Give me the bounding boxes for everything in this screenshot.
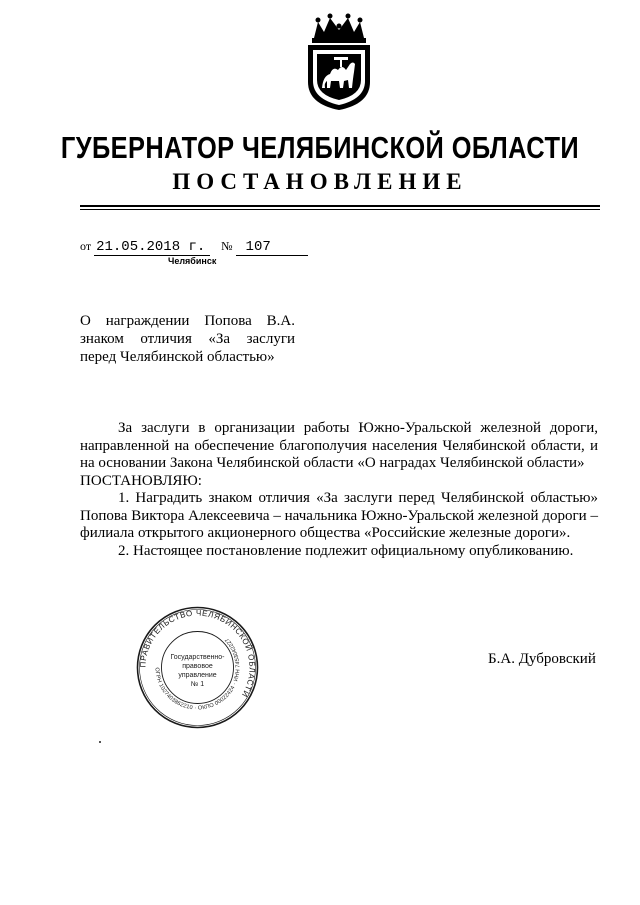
number-sign: № bbox=[221, 239, 233, 253]
seal-codes-text: ОГРН 1027403862210 · ОКПО 00022424 · ИНН 7453042227 bbox=[153, 636, 242, 712]
seal-inner-line-1: Государственно- bbox=[170, 654, 225, 661]
document-body bbox=[80, 420, 598, 560]
seal-inner-line-3: управление bbox=[178, 672, 217, 679]
resolution-item-1: 1. Наградить знаком отличия «За заслуги перед Челябинской областью» Попова Виктора Алексеевича – начальника Южно-Уральской железной дороги – филиала открытого акционерного общества «Российские железные дороги». bbox=[80, 490, 598, 541]
document-type-heading: ПОСТАНОВЛЕНИЕ bbox=[172, 169, 468, 194]
governor-title: ГУБЕРНАТОР ЧЕЛЯБИНСКОЙ ОБЛАСТИ bbox=[60, 130, 580, 165]
document-subject: О награждении Попова В.А. знаком отличия «За заслуги перед Челябинской областью» bbox=[80, 313, 295, 365]
seal-inner-line-2: правовое bbox=[182, 663, 213, 670]
document-date: 21.05.2018 г. bbox=[94, 239, 210, 256]
signatory-name: Б.А. Дубровский bbox=[488, 651, 596, 667]
seal-inner-line-4: № 1 bbox=[190, 681, 205, 688]
scan-dot bbox=[99, 741, 101, 743]
document-number: 107 bbox=[236, 239, 308, 256]
resolve-heading: ПОСТАНОВЛЯЮ: bbox=[80, 472, 202, 489]
date-number-line bbox=[80, 239, 308, 256]
resolution-item-2: 2. Настоящее постановление подлежит официальному опубликованию. bbox=[118, 542, 574, 559]
coat-of-arms-icon bbox=[300, 12, 378, 112]
seal-outer-text: ПРАВИТЕЛЬСТВО ЧЕЛЯБИНСКОЙ ОБЛАСТИ bbox=[138, 608, 257, 699]
official-seal bbox=[135, 605, 260, 730]
preamble-paragraph: За заслуги в организации работы Южно-Уральской железной дороги, направленной на обеспечение благополучия населения Челябинской области, и на основании Закона Челябинской области «О наградах Челябинской области» bbox=[80, 420, 598, 471]
date-prefix: от bbox=[80, 239, 92, 253]
header-rule-thin bbox=[80, 209, 600, 210]
header-rule-thick bbox=[80, 205, 600, 207]
city-label: Челябинск bbox=[168, 256, 217, 266]
